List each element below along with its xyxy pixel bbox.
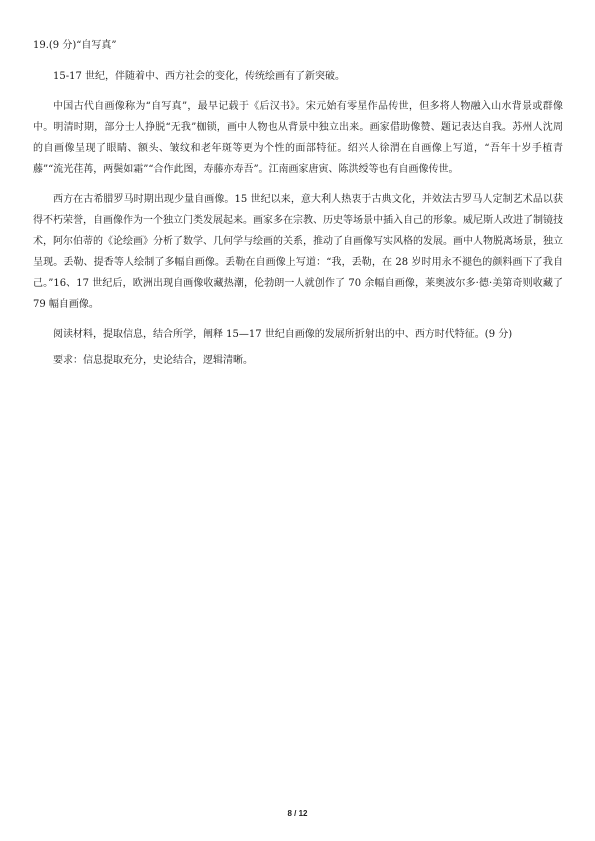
answer-requirements: 要求：信息提取充分，史论结合，逻辑清晰。 [53, 355, 253, 366]
question-block [33, 36, 563, 380]
intro-paragraph: 15-17 世纪，伴随着中、西方社会的变化，传统绘画有了新突破。 [53, 71, 346, 82]
west-material-paragraph: 西方在古希腊罗马时期出现少量自画像。15 世纪以来，意大利人热衷于古典文化，并效法古罗马人定制艺术品以获得不朽荣誉，自画像作为一个独立门类发展起来。画家多在宗教、历史等场景中插入自己的形象。威尼斯人改进了制镜技术，阿尔伯蒂的《论绘画》分析了数学、几何学与绘画的关系，推动了自画像写实风格的发展。画中人物脱离场景，独立呈现。丢勒、提香等人绘制了多幅自画像。丢勒在自画像上写道：“我，丢勒，在 28 岁时用永不褪色的颜料画下了我自己。”16、17 世纪后，欧洲出现自画像收藏热潮，伦勃朗一人就创作了 70 余幅自画像，莱奥波尔多·德·美第奇则收藏了 79 幅自画像。 [33, 194, 563, 310]
china-material-paragraph: 中国古代自画像称为“自写真”，最早记载于《后汉书》。宋元始有零星作品传世，但多将人物融入山水背景或群像中。明清时期，部分士人挣脱“无我”枷锁，画中人物也从背景中独立出来。画家借助像赞、题记表达自我。苏州人沈周的自画像呈现了眼睛、额头、皱纹和老年斑等更为个性的面部特征。绍兴人徐渭在自画像上写道，“吾年十岁手植青藤”“流光荏苒，两鬓如霜”“合作此图，寿藤亦寿吾”。江南画家唐寅、陈洪绶等也有自画像传世。 [33, 101, 563, 175]
page-number: 8 / 12 [287, 809, 308, 818]
question-prompt: 阅读材料，提取信息，结合所学，阐释 15—17 世纪自画像的发展所折射出的中、西方时代特征。(9 分) [53, 329, 513, 340]
question-title: 19.(9 分)“自写真” [33, 40, 117, 51]
